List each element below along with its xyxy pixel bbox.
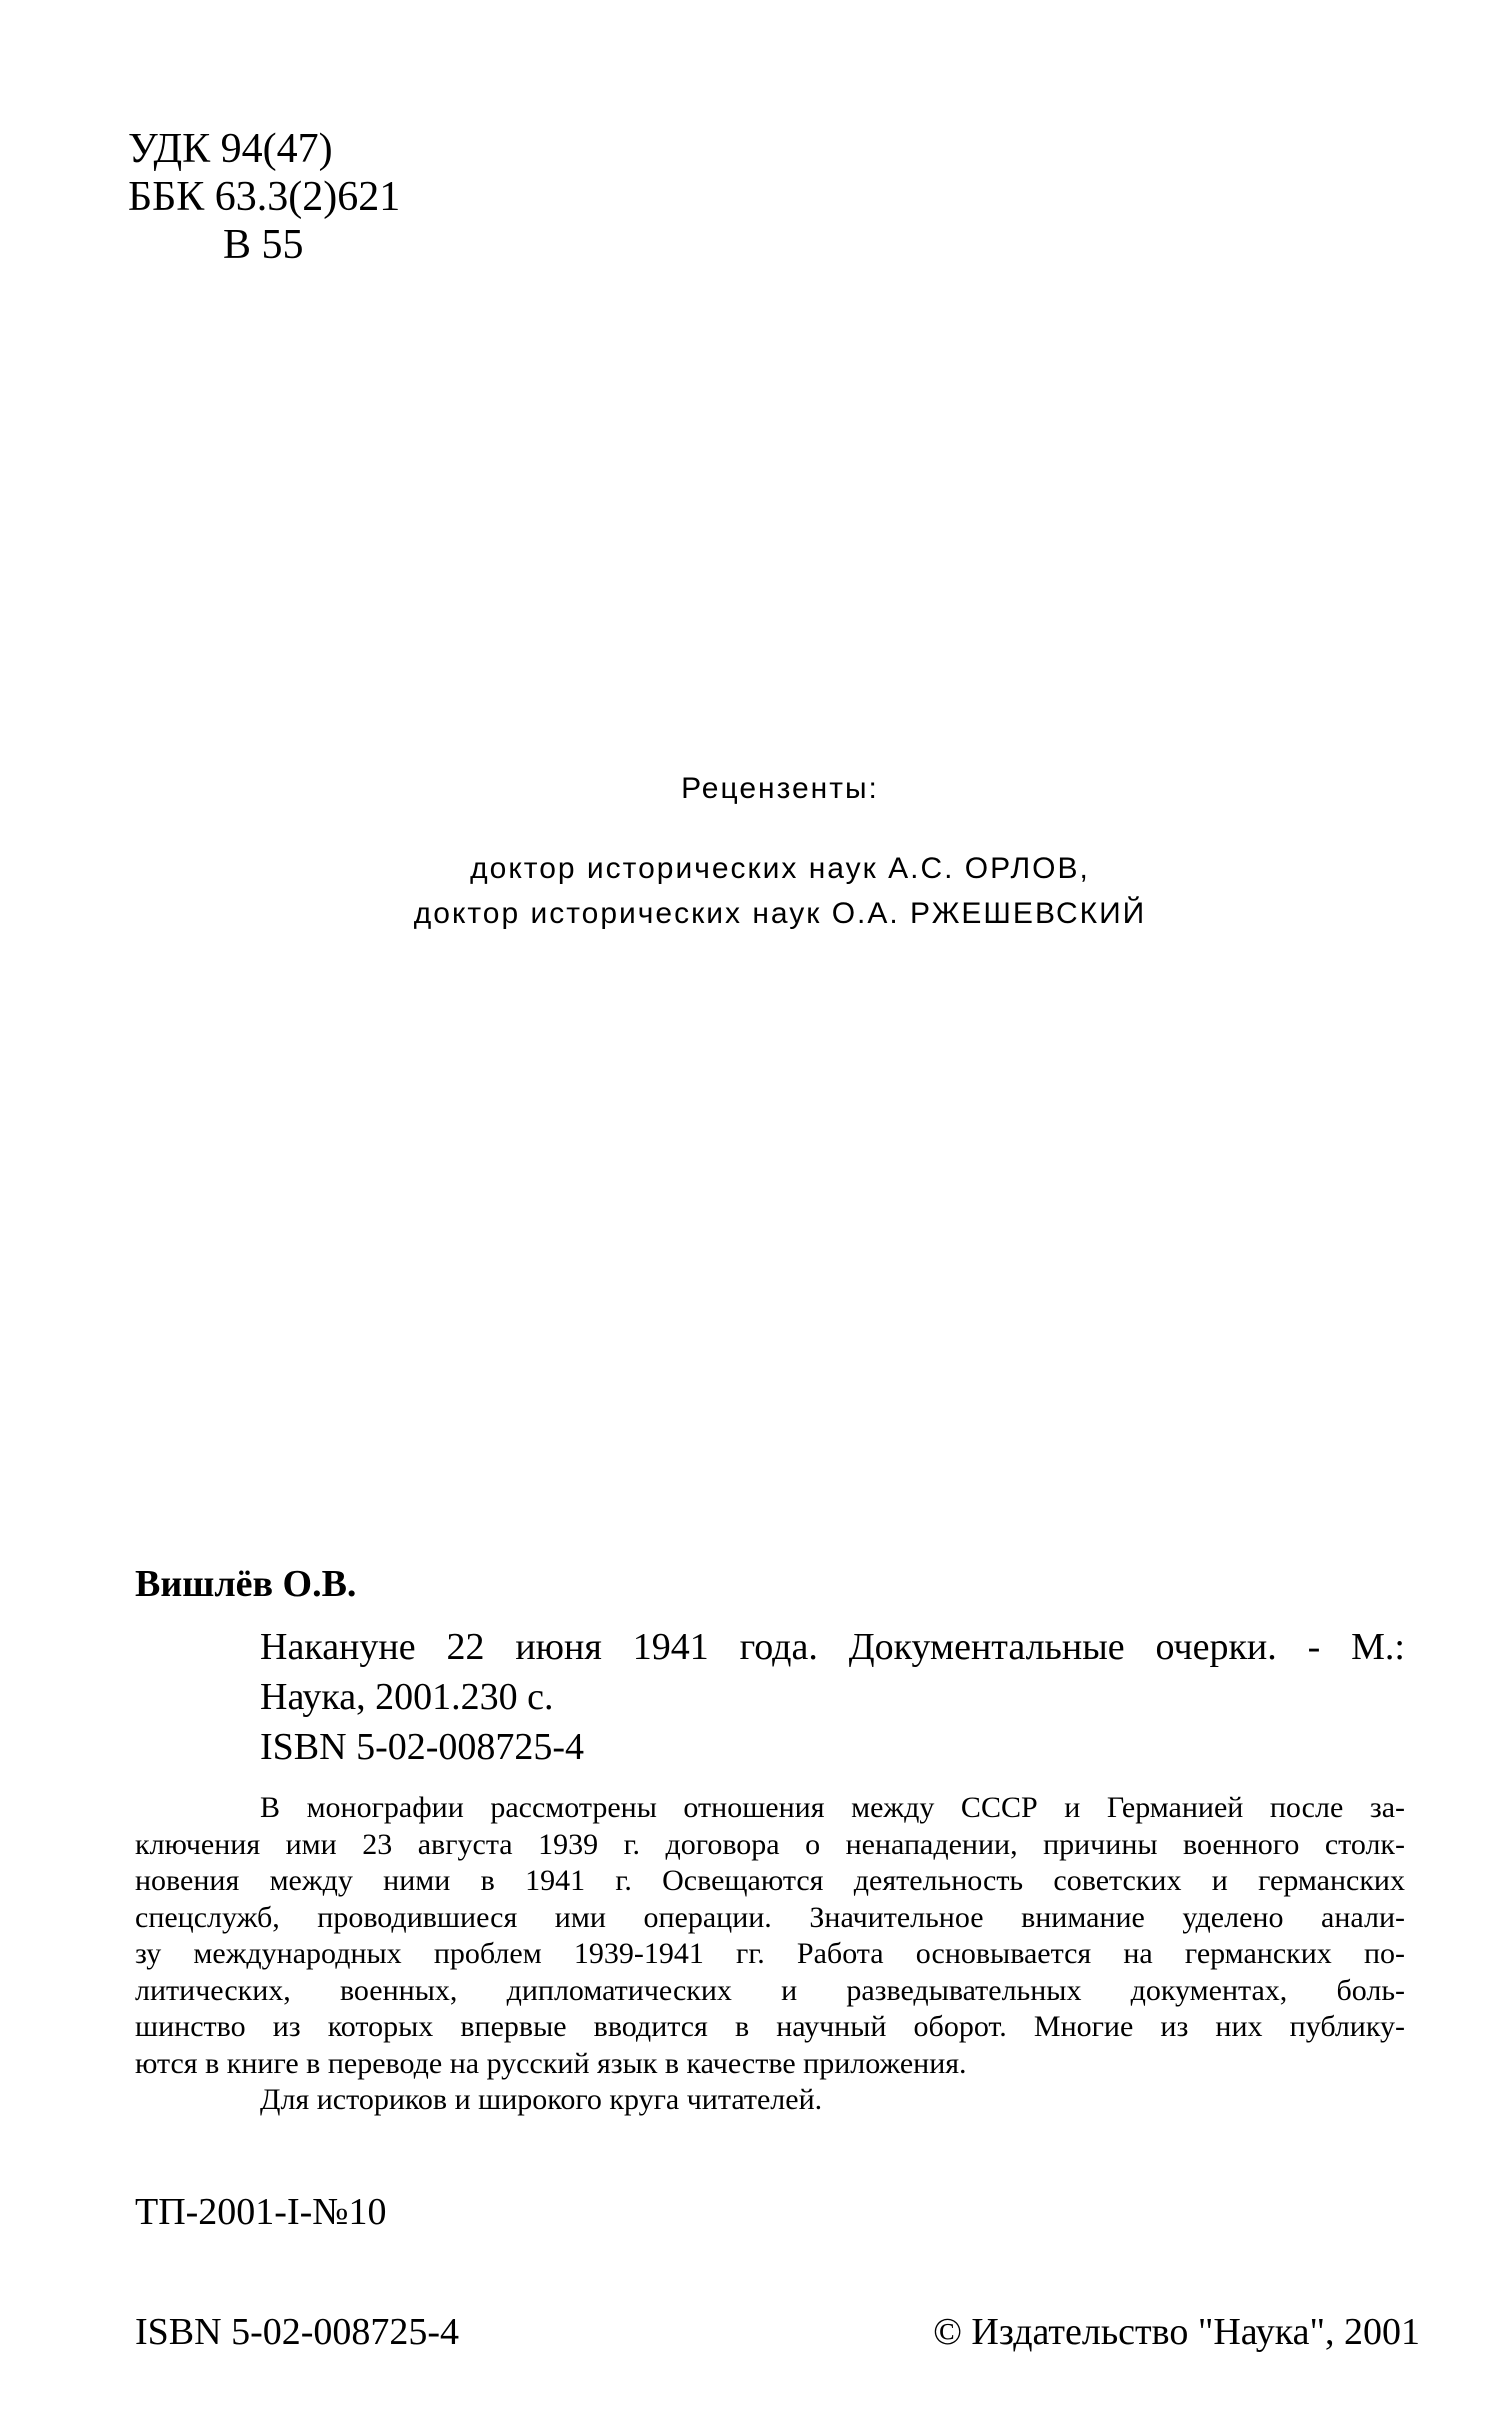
book-isbn: ISBN 5-02-008725-4 xyxy=(260,1726,585,1768)
reviewers-block xyxy=(340,770,1220,936)
annotation-line: шинство из которых впервые вводится в научный оборот. Многие из них публику- xyxy=(135,2010,1405,2043)
publication-plan-code: ТП-2001-I-№10 xyxy=(135,2191,387,2233)
reviewers-title: Рецензенты: xyxy=(681,772,879,805)
copyright-notice: © Издательство "Наука", 2001 xyxy=(933,2311,1420,2353)
udk-code: УДК 94(47) xyxy=(128,126,333,172)
annotation-line: ются в книге в переводе на русский язык в качестве приложения. xyxy=(135,2046,967,2080)
book-title-line-1: Накануне 22 июня 1941 года. Документальные очерки. - М.: xyxy=(260,1626,1405,1668)
reviewer-2: доктор исторических наук О.А. РЖЕШЕВСКИЙ xyxy=(413,897,1147,930)
annotation-line: ключения ими 23 августа 1939 г. договора о ненападении, причины военного столк- xyxy=(135,1827,1405,1861)
audience-note: Для историков и широкого круга читателей. xyxy=(260,2083,823,2116)
author-mark: В 55 xyxy=(223,222,304,268)
bibliographic-entry xyxy=(135,1560,1405,2119)
annotation-line: спецслужб, проводившиеся ими операции. Значительное внимание уделено анали- xyxy=(135,1900,1405,1934)
annotation xyxy=(135,1790,1405,2119)
catalog-codes xyxy=(128,125,400,269)
annotation-line: новения между ними в 1941 г. Освещаются деятельность советских и германских xyxy=(135,1864,1405,1897)
annotation-line: В монографии рассмотрены отношения между СССР и Германией после за- xyxy=(260,1791,1405,1824)
footer-isbn: ISBN 5-02-008725-4 xyxy=(135,2311,460,2353)
annotation-line: литических, военных, дипломатических и разведывательных документах, боль- xyxy=(135,1973,1405,2007)
book-description xyxy=(260,1622,1405,1772)
book-title-line-2: Наука, 2001.230 с. xyxy=(260,1676,554,1718)
reviewer-1: доктор исторических наук А.С. ОРЛОВ, xyxy=(470,852,1090,885)
annotation-line: зу международных проблем 1939-1941 гг. Работа основывается на германских по- xyxy=(135,1937,1405,1970)
bbk-code: ББК 63.3(2)621 xyxy=(128,174,401,220)
author-name: Вишлёв О.В. xyxy=(135,1563,357,1605)
